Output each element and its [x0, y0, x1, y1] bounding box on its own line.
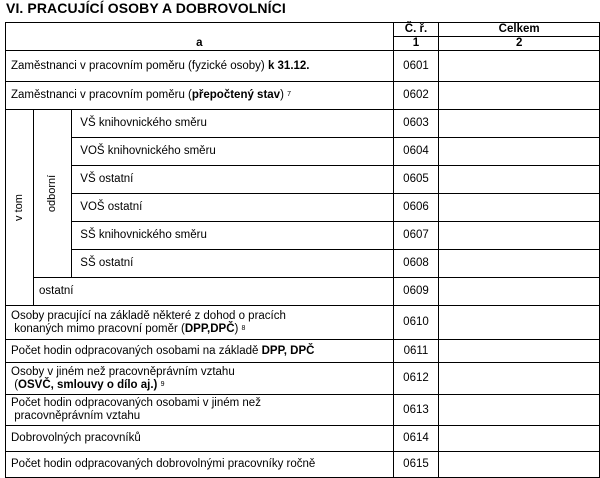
header-col-a: a: [6, 37, 394, 51]
row-code: 0610: [393, 306, 439, 340]
value-cell-0608[interactable]: [439, 250, 600, 278]
header-blank: [6, 23, 394, 37]
row-label: Počet hodin odpracovaných osobami v jiném než pracovněprávním vztahu: [6, 395, 394, 426]
table-row: [6, 395, 600, 426]
table-row: [6, 110, 600, 138]
row-label: Zaměstnanci v pracovním poměru (fyzické osoby) k 31.12.: [6, 51, 394, 82]
value-cell-0603[interactable]: [439, 110, 600, 138]
section-title: VI. PRACUJÍCÍ OSOBY A DOBROVOLNÍCI: [6, 0, 286, 16]
table-row: [6, 340, 600, 363]
row-label: Osoby v jiném než pracovněprávním vztahu (OSVČ, smlouvy o dílo aj.) $^9$: [6, 363, 394, 395]
table-row: [6, 452, 600, 478]
header-row-2: [6, 37, 600, 51]
value-cell-0607[interactable]: [439, 222, 600, 250]
row-code: 0614: [393, 426, 439, 452]
value-cell-0609[interactable]: [439, 278, 600, 306]
row-label: VŠ ostatní: [72, 166, 393, 194]
row-code: 0611: [393, 340, 439, 363]
value-cell-0611[interactable]: [439, 340, 600, 363]
value-cell-0605[interactable]: [439, 166, 600, 194]
row-label: VOŠ ostatní: [72, 194, 393, 222]
row-code: 0609: [393, 278, 439, 306]
row-code: 0605: [393, 166, 439, 194]
row-label: VŠ knihovnického směru: [72, 110, 393, 138]
row-label: SŠ ostatní: [72, 250, 393, 278]
value-cell-0615[interactable]: [439, 452, 600, 478]
row-code: 0608: [393, 250, 439, 278]
row-code: 0601: [393, 51, 439, 82]
group-odborni: odborní: [33, 110, 71, 278]
group-v-tom: v tom: [6, 110, 34, 306]
table-row: [6, 166, 600, 194]
header-total: Celkem: [439, 23, 600, 37]
header-row-1: [6, 23, 600, 37]
row-label: Osoby pracující na základě některé z dohod o pracích konaných mimo pracovní poměr (DPP,DPČ) $^8$: [6, 306, 394, 340]
value-cell-0601[interactable]: [439, 51, 600, 82]
value-cell-0613[interactable]: [439, 395, 600, 426]
table-row: [6, 82, 600, 110]
value-cell-0610[interactable]: [439, 306, 600, 340]
row-code: 0606: [393, 194, 439, 222]
header-row-number: Č. ř.: [393, 23, 439, 37]
table-row: [6, 278, 600, 306]
value-cell-0602[interactable]: [439, 82, 600, 110]
table-row: [6, 194, 600, 222]
header-col-1: 1: [393, 37, 439, 51]
row-label: SŠ knihovnického směru: [72, 222, 393, 250]
row-label: Zaměstnanci v pracovním poměru (přepočtený stav) $^7$: [6, 82, 394, 110]
row-code: 0615: [393, 452, 439, 478]
row-code: 0612: [393, 363, 439, 395]
row-label: Počet hodin odpracovaných dobrovolnými pracovníky ročně: [6, 452, 394, 478]
header-col-2: 2: [439, 37, 600, 51]
row-label: ostatní: [33, 278, 393, 306]
value-cell-0606[interactable]: [439, 194, 600, 222]
value-cell-0604[interactable]: [439, 138, 600, 166]
row-code: 0603: [393, 110, 439, 138]
row-code: 0607: [393, 222, 439, 250]
value-cell-0614[interactable]: [439, 426, 600, 452]
table-row: [6, 363, 600, 395]
table-row: [6, 250, 600, 278]
table-row: [6, 306, 600, 340]
staff-table: [5, 22, 600, 478]
table-row: [6, 51, 600, 82]
row-code: 0613: [393, 395, 439, 426]
value-cell-0612[interactable]: [439, 363, 600, 395]
table-row: [6, 222, 600, 250]
table-row: [6, 138, 600, 166]
row-code: 0602: [393, 82, 439, 110]
row-label: Počet hodin odpracovaných osobami na základě DPP, DPČ: [6, 340, 394, 363]
row-code: 0604: [393, 138, 439, 166]
table-row: [6, 426, 600, 452]
row-label: VOŠ knihovnického směru: [72, 138, 393, 166]
row-label: Dobrovolných pracovníků: [6, 426, 394, 452]
